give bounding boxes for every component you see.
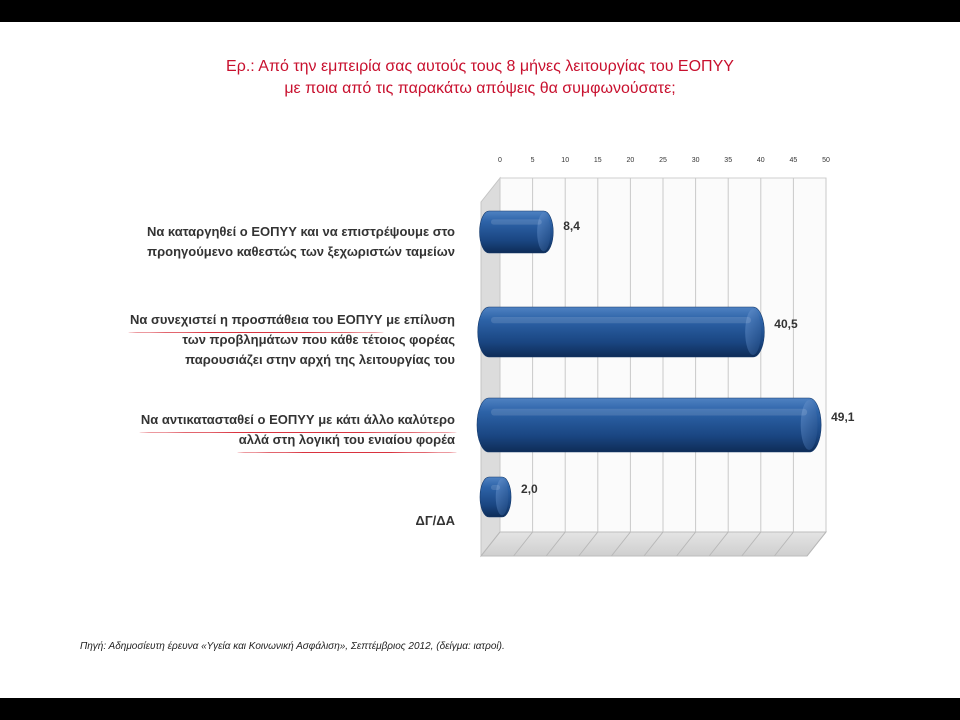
title-line-1: Ερ.: Από την εμπειρία σας αυτούς τους 8 μήνες λειτουργίας του ΕΟΠΥΥ: [226, 58, 734, 75]
tick-label: 20: [626, 157, 635, 164]
category-label-3-line-2: αλλά στη λογική του ενιαίου φορέα: [239, 430, 455, 450]
category-label-4-line-1: ΔΓ/ΔΑ: [415, 513, 455, 528]
category-label-3-line-1: Να αντικατασταθεί ο ΕΟΠΥΥ με κάτι άλλο καλύτερο: [141, 410, 455, 430]
tick-label: 5: [530, 157, 535, 164]
bar-cap: [801, 400, 818, 450]
bar-body: [477, 398, 821, 452]
tick-label: 35: [724, 157, 733, 164]
bar-shine: [491, 409, 807, 416]
category-label-1: [147, 222, 455, 262]
axis-ticks: [498, 157, 830, 164]
category-label-4: [415, 511, 455, 531]
category-label-2-underlined: Να συνεχιστεί η προσπάθεια του ΕΟΠΥΥ: [130, 310, 382, 330]
category-label-2-line-1-rest: με επίλυση: [382, 312, 455, 327]
tick-label: 15: [593, 157, 602, 164]
category-label-2-line-3: παρουσιάζει στην αρχή της λειτουργίας του: [185, 352, 455, 367]
title-line-2: με ποια από τις παρακάτω απόψεις θα συμφωνούσατε;: [284, 80, 676, 97]
bar-shine: [491, 317, 751, 323]
tick-label: 10: [561, 157, 570, 164]
bar-shine: [491, 219, 542, 224]
bar-body: [478, 307, 765, 357]
tick-label: 30: [691, 157, 700, 164]
value-label: 49,1: [831, 410, 855, 424]
category-label-2: [130, 310, 455, 370]
plot-floor: [481, 532, 826, 556]
tick-label: 25: [659, 157, 667, 164]
bar-cap: [745, 309, 761, 355]
tick-label: 40: [756, 157, 765, 164]
tick-label: 50: [822, 157, 830, 164]
value-label: 2,0: [521, 482, 538, 496]
category-label-1-line-1: Να καταργηθεί ο ΕΟΠΥΥ και να επιστρέψουμε στο: [146, 224, 455, 239]
tick-label: 45: [789, 157, 798, 164]
source-note: Πηγή: Αδημοσίευτη έρευνα «Υγεία και Κοινωνική Ασφάλιση», Σεπτέμβριος 2012, (δείγμα: ιατροί).: [80, 641, 505, 652]
bar-cap: [537, 213, 550, 252]
tick-label: 0: [498, 157, 502, 164]
bar: [480, 211, 554, 253]
category-label-3: [141, 410, 455, 450]
category-label-2-line-2: των προβλημάτων που κάθε τέτοιος φορέας: [182, 332, 455, 347]
bar: [480, 477, 511, 517]
bar-shine: [491, 485, 500, 490]
bar-cap: [496, 479, 509, 516]
value-label: 40,5: [774, 317, 798, 331]
bar: [478, 307, 765, 357]
bar: [477, 398, 821, 452]
category-label-2-line-1: [130, 310, 455, 330]
value-label: 8,4: [563, 219, 580, 233]
category-label-1-line-2: προηγούμενο καθεστώς των ξεχωριστών ταμείων: [147, 244, 455, 259]
